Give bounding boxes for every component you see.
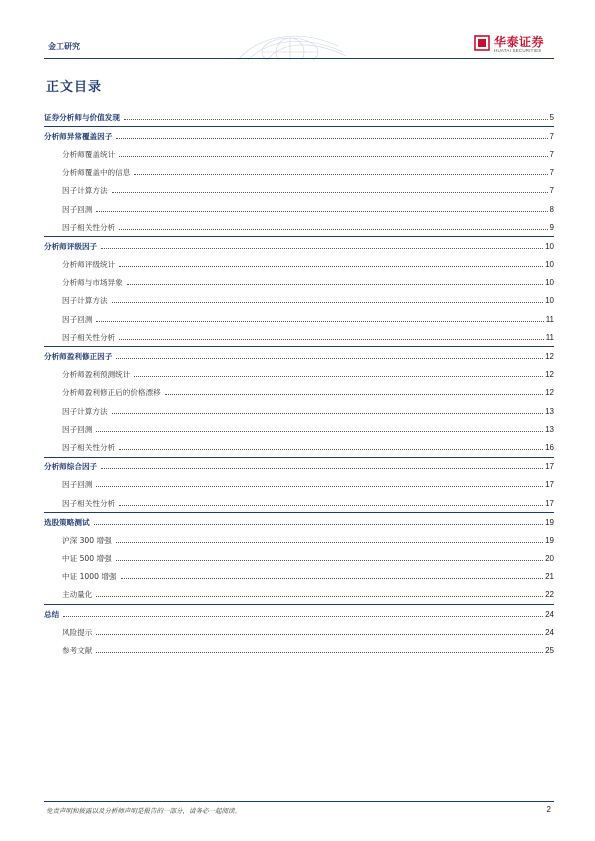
toc-entry-page: 20 bbox=[545, 554, 554, 564]
toc-entry-label: 分析师盈利修正因子 bbox=[44, 352, 113, 362]
toc-subsection-entry[interactable] bbox=[44, 476, 554, 494]
toc-entry-page: 12 bbox=[545, 370, 554, 380]
toc-entry-page: 12 bbox=[545, 388, 554, 398]
toc-entry-page: 7 bbox=[549, 186, 554, 196]
toc-leader-dots bbox=[96, 211, 547, 212]
toc-subsection-entry[interactable] bbox=[44, 292, 554, 310]
toc-entry-label: 因子计算方法 bbox=[62, 186, 108, 196]
toc-entry-label: 证券分析师与价值发现 bbox=[44, 112, 120, 122]
header-section-label: 金工研究 bbox=[48, 41, 80, 51]
toc-leader-dots bbox=[63, 616, 543, 617]
toc-entry-label: 因子相关性分析 bbox=[62, 442, 116, 452]
toc-entry-label: 因子回测 bbox=[62, 480, 93, 490]
toc-subsection-entry[interactable] bbox=[44, 200, 554, 218]
toc-section-entry[interactable] bbox=[44, 604, 554, 623]
toc-leader-dots bbox=[165, 394, 543, 395]
footer-disclaimer: 免责声明和披露以及分析师声明是报告的一部分，请务必一起阅读。 bbox=[46, 807, 241, 815]
toc-subsection-entry[interactable] bbox=[44, 164, 554, 182]
table-of-contents bbox=[44, 108, 554, 660]
logo-chinese-text: 华泰证券 bbox=[494, 35, 545, 49]
toc-leader-dots bbox=[116, 138, 547, 139]
toc-leader-dots bbox=[116, 542, 543, 543]
toc-entry-page: 24 bbox=[545, 609, 554, 619]
toc-entry-page: 12 bbox=[545, 352, 554, 362]
toc-title: 正文目录 bbox=[46, 80, 103, 95]
globe-watermark-icon bbox=[228, 26, 348, 60]
toc-leader-dots bbox=[119, 449, 543, 450]
toc-leader-dots bbox=[96, 652, 543, 653]
toc-entry-page: 25 bbox=[545, 646, 554, 656]
toc-subsection-entry[interactable] bbox=[44, 384, 554, 402]
toc-entry-label: 主动量化 bbox=[62, 590, 93, 600]
header-divider bbox=[44, 58, 554, 59]
toc-leader-dots bbox=[119, 229, 547, 230]
toc-subsection-entry[interactable] bbox=[44, 328, 554, 346]
toc-leader-dots bbox=[101, 248, 543, 249]
toc-leader-dots bbox=[121, 578, 544, 579]
toc-section-entry[interactable] bbox=[44, 512, 554, 531]
toc-leader-dots bbox=[96, 596, 543, 597]
toc-leader-dots bbox=[116, 560, 543, 561]
toc-leader-dots bbox=[96, 321, 543, 322]
toc-subsection-entry[interactable] bbox=[44, 182, 554, 200]
toc-subsection-entry[interactable] bbox=[44, 310, 554, 328]
toc-entry-page: 10 bbox=[545, 241, 554, 251]
toc-subsection-entry[interactable] bbox=[44, 402, 554, 420]
toc-leader-dots bbox=[101, 468, 543, 469]
toc-leader-dots bbox=[112, 192, 548, 193]
toc-section-entry[interactable] bbox=[44, 457, 554, 476]
toc-entry-label: 分析师覆盖中的信息 bbox=[62, 168, 131, 178]
toc-entry-label: 分析师覆盖统计 bbox=[62, 149, 116, 159]
huatai-logo bbox=[474, 33, 558, 57]
toc-subsection-entry[interactable] bbox=[44, 218, 554, 236]
toc-leader-dots bbox=[124, 119, 548, 120]
toc-subsection-entry[interactable] bbox=[44, 494, 554, 512]
toc-entry-page: 10 bbox=[545, 260, 554, 270]
toc-entry-page: 17 bbox=[545, 498, 554, 508]
toc-leader-dots bbox=[119, 156, 547, 157]
toc-leader-dots bbox=[119, 339, 544, 340]
toc-entry-label: 参考文献 bbox=[62, 646, 93, 656]
toc-subsection-entry[interactable] bbox=[44, 256, 554, 274]
toc-entry-page: 19 bbox=[545, 535, 554, 545]
toc-entry-page: 24 bbox=[545, 627, 554, 637]
toc-leader-dots bbox=[116, 358, 543, 359]
toc-entry-label: 风险提示 bbox=[62, 627, 93, 637]
toc-entry-page: 17 bbox=[545, 480, 554, 490]
toc-section-entry[interactable] bbox=[44, 126, 554, 145]
toc-leader-dots bbox=[112, 302, 544, 303]
toc-entry-page: 7 bbox=[549, 131, 554, 141]
toc-leader-dots bbox=[96, 634, 543, 635]
toc-subsection-entry[interactable] bbox=[44, 641, 554, 659]
toc-subsection-entry[interactable] bbox=[44, 438, 554, 456]
toc-entry-page: 13 bbox=[545, 406, 554, 416]
toc-entry-label: 中证 1000 增强 bbox=[62, 572, 117, 582]
toc-entry-label: 因子回测 bbox=[62, 204, 93, 214]
toc-leader-dots bbox=[119, 505, 543, 506]
toc-entry-page: 5 bbox=[549, 112, 554, 122]
toc-subsection-entry[interactable] bbox=[44, 420, 554, 438]
footer-divider bbox=[44, 801, 554, 802]
toc-entry-page: 22 bbox=[545, 590, 554, 600]
toc-subsection-entry[interactable] bbox=[44, 623, 554, 641]
toc-entry-page: 7 bbox=[549, 149, 554, 159]
toc-entry-page: 10 bbox=[545, 278, 554, 288]
toc-leader-dots bbox=[119, 266, 543, 267]
toc-subsection-entry[interactable] bbox=[44, 366, 554, 384]
toc-entry-label: 沪深 300 增强 bbox=[62, 535, 112, 545]
toc-leader-dots bbox=[96, 431, 543, 432]
toc-entry-page: 11 bbox=[545, 314, 554, 324]
toc-leader-dots bbox=[112, 413, 544, 414]
toc-entry-label: 因子计算方法 bbox=[62, 406, 108, 416]
toc-entry-page: 8 bbox=[549, 204, 554, 214]
toc-subsection-entry[interactable] bbox=[44, 145, 554, 163]
toc-entry-label: 分析师评级统计 bbox=[62, 260, 116, 270]
toc-entry-page: 11 bbox=[545, 332, 554, 342]
toc-entry-label: 因子回测 bbox=[62, 314, 93, 324]
toc-entry-label: 选股策略测试 bbox=[44, 517, 90, 527]
toc-section-entry[interactable] bbox=[44, 346, 554, 365]
toc-entry-page: 13 bbox=[545, 424, 554, 434]
toc-entry-label: 中证 500 增强 bbox=[62, 554, 112, 564]
toc-entry-label: 分析师盈利修正后的价格漂移 bbox=[62, 388, 161, 398]
toc-entry-page: 9 bbox=[549, 222, 554, 232]
toc-subsection-entry[interactable] bbox=[44, 550, 554, 568]
toc-entry-page: 7 bbox=[549, 168, 554, 178]
logo-english-text: HUATAI SECURITIES bbox=[494, 48, 542, 53]
toc-subsection-entry[interactable] bbox=[44, 274, 554, 292]
toc-subsection-entry[interactable] bbox=[44, 531, 554, 549]
toc-subsection-entry[interactable] bbox=[44, 568, 554, 586]
toc-entry-label: 分析师异常覆盖因子 bbox=[44, 131, 113, 141]
toc-leader-dots bbox=[96, 486, 543, 487]
toc-entry-label: 总结 bbox=[44, 609, 60, 619]
toc-entry-label: 因子相关性分析 bbox=[62, 498, 116, 508]
toc-entry-page: 21 bbox=[545, 572, 554, 582]
toc-entry-page: 19 bbox=[545, 517, 554, 527]
toc-subsection-entry[interactable] bbox=[44, 586, 554, 604]
toc-section-entry[interactable] bbox=[44, 236, 554, 255]
footer-page-number: 2 bbox=[546, 805, 551, 814]
toc-entry-label: 因子相关性分析 bbox=[62, 332, 116, 342]
toc-entry-label: 分析师与市场异象 bbox=[62, 278, 123, 288]
toc-entry-page: 10 bbox=[545, 296, 554, 306]
toc-section-entry[interactable] bbox=[44, 108, 554, 126]
toc-leader-dots bbox=[134, 174, 547, 175]
toc-entry-page: 17 bbox=[545, 462, 554, 472]
toc-entry-label: 分析师评级因子 bbox=[44, 241, 98, 251]
toc-leader-dots bbox=[94, 524, 544, 525]
toc-leader-dots bbox=[127, 284, 543, 285]
huatai-logo-mark-icon bbox=[474, 35, 490, 51]
toc-entry-page: 16 bbox=[545, 442, 554, 452]
toc-entry-label: 因子相关性分析 bbox=[62, 222, 116, 232]
toc-leader-dots bbox=[134, 376, 543, 377]
toc-entry-label: 因子计算方法 bbox=[62, 296, 108, 306]
toc-entry-label: 因子回测 bbox=[62, 424, 93, 434]
toc-entry-label: 分析师盈利预测统计 bbox=[62, 370, 131, 380]
toc-entry-label: 分析师综合因子 bbox=[44, 462, 98, 472]
